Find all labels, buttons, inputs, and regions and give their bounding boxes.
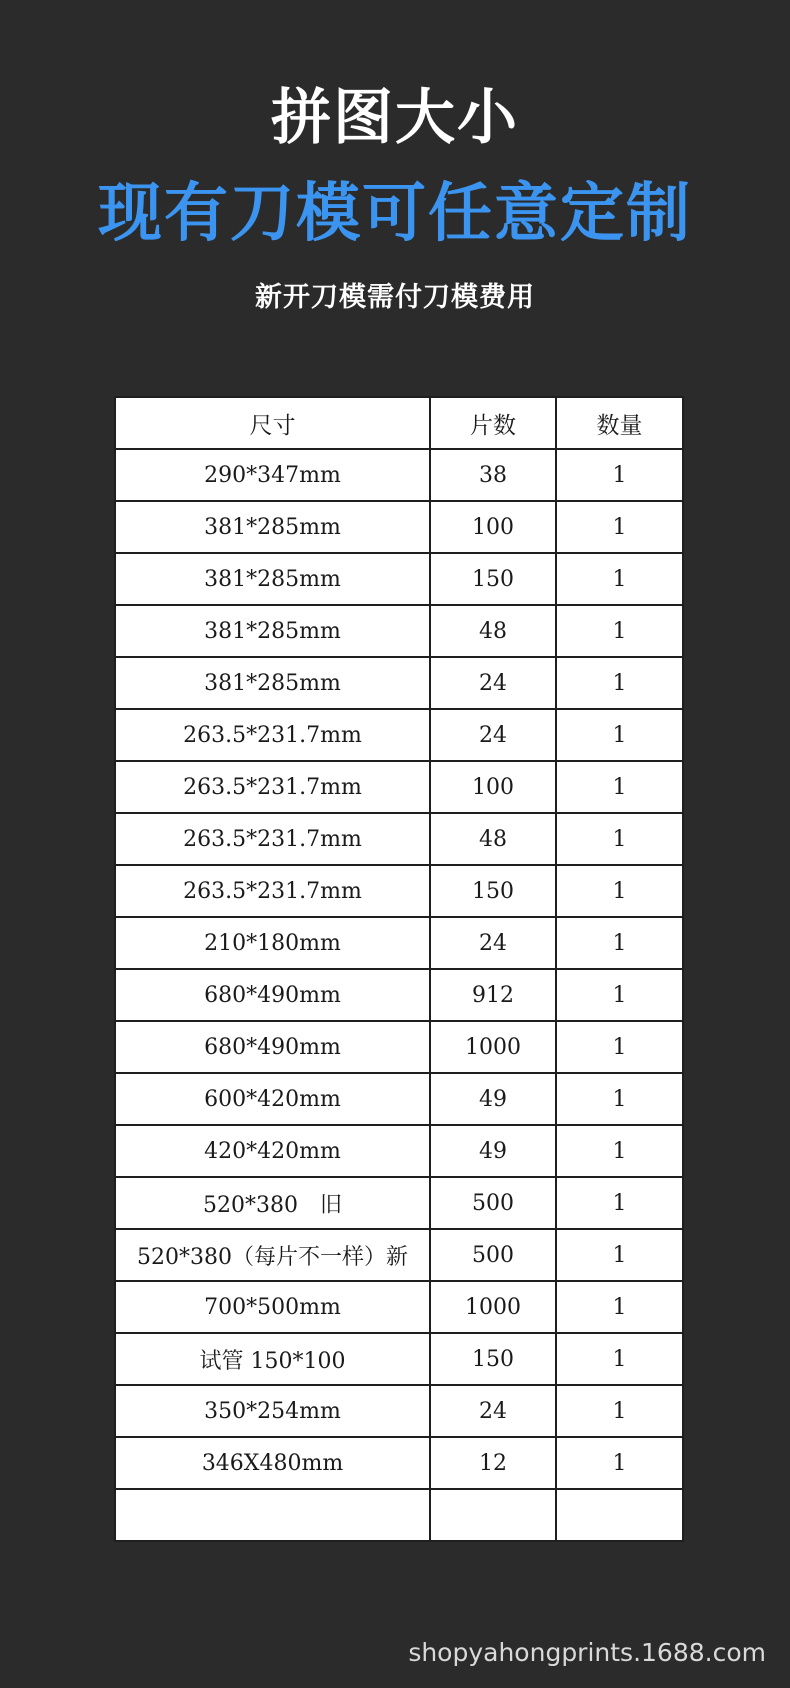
table-row [115, 605, 683, 657]
table-row [115, 1489, 683, 1541]
cell-size: 600*420mm [115, 1073, 430, 1125]
table-row [115, 1073, 683, 1125]
cell-size: 350*254mm [115, 1385, 430, 1437]
cell-quantity [556, 1489, 683, 1541]
size-table [114, 396, 684, 1542]
cell-size: 700*500mm [115, 1281, 430, 1333]
cell-pieces: 38 [430, 449, 556, 501]
table-body [115, 449, 683, 1541]
cell-pieces: 500 [430, 1229, 556, 1281]
cell-pieces: 912 [430, 969, 556, 1021]
cell-quantity: 1 [556, 1125, 683, 1177]
cell-quantity: 1 [556, 865, 683, 917]
table-row [115, 813, 683, 865]
table-row [115, 449, 683, 501]
cell-quantity: 1 [556, 1021, 683, 1073]
cell-size: 680*490mm [115, 1021, 430, 1073]
table-row [115, 709, 683, 761]
cell-pieces: 48 [430, 605, 556, 657]
cell-pieces: 24 [430, 1385, 556, 1437]
column-header-pieces: 片数 [430, 397, 556, 449]
cell-quantity: 1 [556, 813, 683, 865]
cell-quantity: 1 [556, 1385, 683, 1437]
die-fee-note: 新开刀模需付刀模费用 [255, 282, 535, 313]
cell-quantity: 1 [556, 553, 683, 605]
cell-quantity: 1 [556, 709, 683, 761]
cell-pieces: 49 [430, 1125, 556, 1177]
cell-pieces: 100 [430, 761, 556, 813]
table-row [115, 1021, 683, 1073]
cell-pieces: 24 [430, 917, 556, 969]
cell-quantity: 1 [556, 449, 683, 501]
table-row [115, 761, 683, 813]
cell-size: 346X480mm [115, 1437, 430, 1489]
cell-pieces: 100 [430, 501, 556, 553]
cell-quantity: 1 [556, 917, 683, 969]
cell-quantity: 1 [556, 1281, 683, 1333]
cell-pieces: 150 [430, 865, 556, 917]
cell-size: 试管 150*100 [115, 1333, 430, 1385]
cell-size: 263.5*231.7mm [115, 865, 430, 917]
cell-size: 420*420mm [115, 1125, 430, 1177]
table-header-row [115, 397, 683, 449]
cell-quantity: 1 [556, 1333, 683, 1385]
cell-quantity: 1 [556, 1073, 683, 1125]
cell-quantity: 1 [556, 501, 683, 553]
cell-size [115, 1489, 430, 1541]
cell-pieces: 12 [430, 1437, 556, 1489]
cell-pieces: 1000 [430, 1281, 556, 1333]
column-header-quantity: 数量 [556, 397, 683, 449]
table-row [115, 1437, 683, 1489]
cell-size: 381*285mm [115, 501, 430, 553]
cell-size: 381*285mm [115, 657, 430, 709]
size-table-container [114, 396, 682, 1542]
custom-die-headline: 现有刀模可任意定制 [98, 177, 692, 251]
cell-quantity: 1 [556, 657, 683, 709]
table-row [115, 1281, 683, 1333]
cell-pieces: 500 [430, 1177, 556, 1229]
table-row [115, 501, 683, 553]
cell-size: 263.5*231.7mm [115, 761, 430, 813]
cell-quantity: 1 [556, 1229, 683, 1281]
table-row [115, 1333, 683, 1385]
cell-size: 263.5*231.7mm [115, 709, 430, 761]
cell-pieces: 24 [430, 657, 556, 709]
column-header-size: 尺寸 [115, 397, 430, 449]
cell-pieces: 49 [430, 1073, 556, 1125]
cell-pieces: 48 [430, 813, 556, 865]
cell-size: 520*380（每片不一样）新 [115, 1229, 430, 1281]
table-row [115, 1385, 683, 1437]
cell-size: 210*180mm [115, 917, 430, 969]
cell-quantity: 1 [556, 761, 683, 813]
table-row [115, 865, 683, 917]
page-title: 拼图大小 [271, 83, 519, 153]
cell-quantity: 1 [556, 969, 683, 1021]
table-row [115, 1229, 683, 1281]
cell-pieces: 150 [430, 1333, 556, 1385]
cell-size: 520*380 旧 [115, 1177, 430, 1229]
cell-pieces: 150 [430, 553, 556, 605]
cell-size: 680*490mm [115, 969, 430, 1021]
cell-quantity: 1 [556, 605, 683, 657]
cell-pieces: 24 [430, 709, 556, 761]
cell-size: 290*347mm [115, 449, 430, 501]
cell-size: 381*285mm [115, 553, 430, 605]
shop-watermark: shopyahongprints.1688.com [408, 1638, 766, 1667]
cell-pieces: 1000 [430, 1021, 556, 1073]
cell-size: 381*285mm [115, 605, 430, 657]
table-row [115, 917, 683, 969]
table-row [115, 553, 683, 605]
table-row [115, 1125, 683, 1177]
cell-size: 263.5*231.7mm [115, 813, 430, 865]
cell-pieces [430, 1489, 556, 1541]
cell-quantity: 1 [556, 1437, 683, 1489]
cell-quantity: 1 [556, 1177, 683, 1229]
table-row [115, 1177, 683, 1229]
table-row [115, 657, 683, 709]
table-row [115, 969, 683, 1021]
